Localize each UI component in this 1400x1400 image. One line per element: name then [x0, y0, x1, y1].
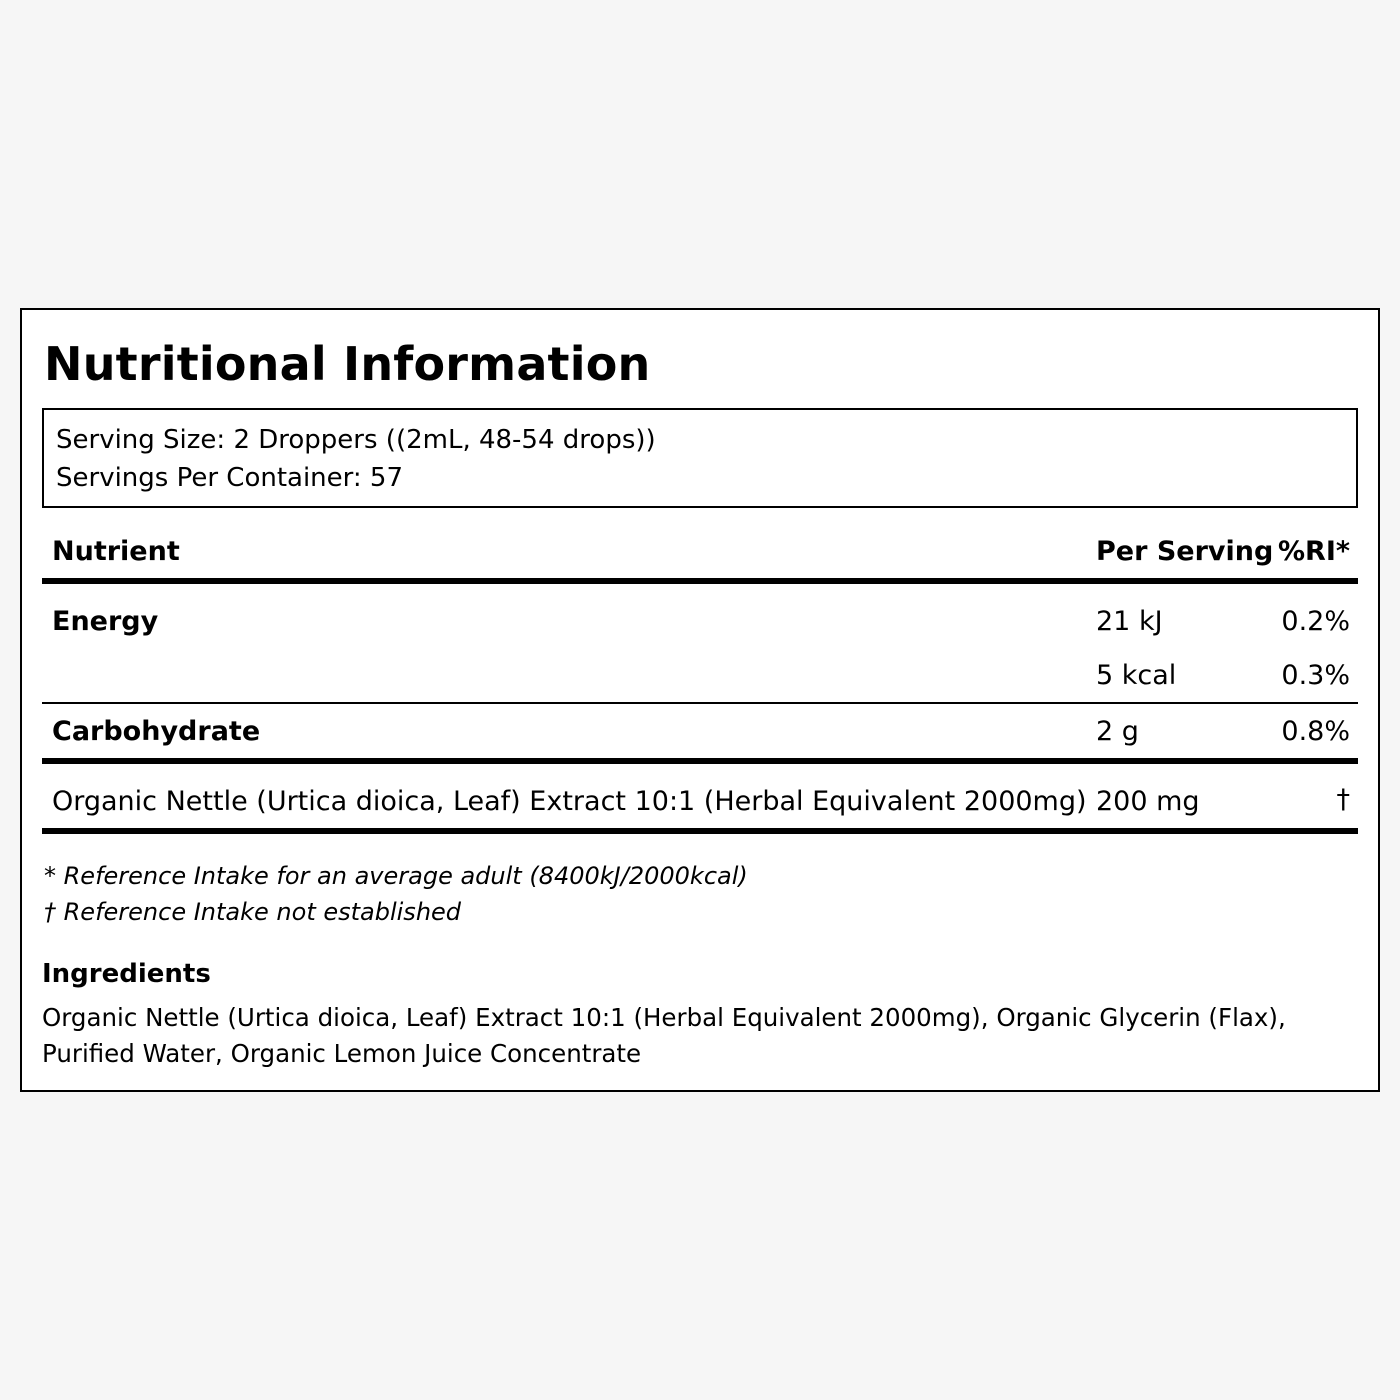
bottom-rule [42, 828, 1358, 834]
nutrition-label [20, 308, 1380, 1092]
nutrient-name: Energy [52, 606, 159, 637]
section-rule [42, 758, 1358, 764]
nutrient-amount: 21 kJ [1096, 606, 1163, 637]
row-rule [42, 702, 1358, 704]
header-nutrient: Nutrient [52, 536, 180, 567]
ingredients-text: Organic Nettle (Urtica dioica, Leaf) Extract 10:1 (Herbal Equivalent 2000mg), Organic Glycerin (Flax), Purified Water, Organic Lemon Juice Concentrate [42, 1003, 1286, 1068]
servings-per-container: Servings Per Container: 57 [56, 463, 404, 493]
serving-size: Serving Size: 2 Droppers ((2mL, 48-54 drops)) [56, 425, 656, 455]
nutrient-ri: † [1336, 784, 1350, 815]
ri-footnote: * Reference Intake for an average adult (8400kJ/2000kcal) [44, 862, 748, 890]
nutrient-amount: 5 kcal [1096, 660, 1177, 691]
serving-info-box [42, 408, 1358, 508]
nutrient-amount: 2 g [1096, 716, 1139, 747]
header-per-serving: Per Serving [1096, 536, 1274, 567]
nutrient-name: Carbohydrate [52, 716, 261, 747]
header-ri: %RI* [1277, 536, 1350, 567]
nutrient-amount: 200 mg [1096, 786, 1200, 817]
nutrient-name: Organic Nettle (Urtica dioica, Leaf) Extract 10:1 (Herbal Equivalent 2000mg) [52, 786, 1087, 817]
nutrient-ri: 0.2% [1281, 606, 1350, 637]
dagger-footnote: † Reference Intake not established [44, 898, 462, 926]
ingredients-title: Ingredients [42, 959, 211, 989]
label-title: Nutritional Information [44, 337, 651, 391]
nutrient-ri: 0.3% [1281, 660, 1350, 691]
nutrient-ri: 0.8% [1281, 716, 1350, 747]
header-rule [42, 578, 1358, 584]
